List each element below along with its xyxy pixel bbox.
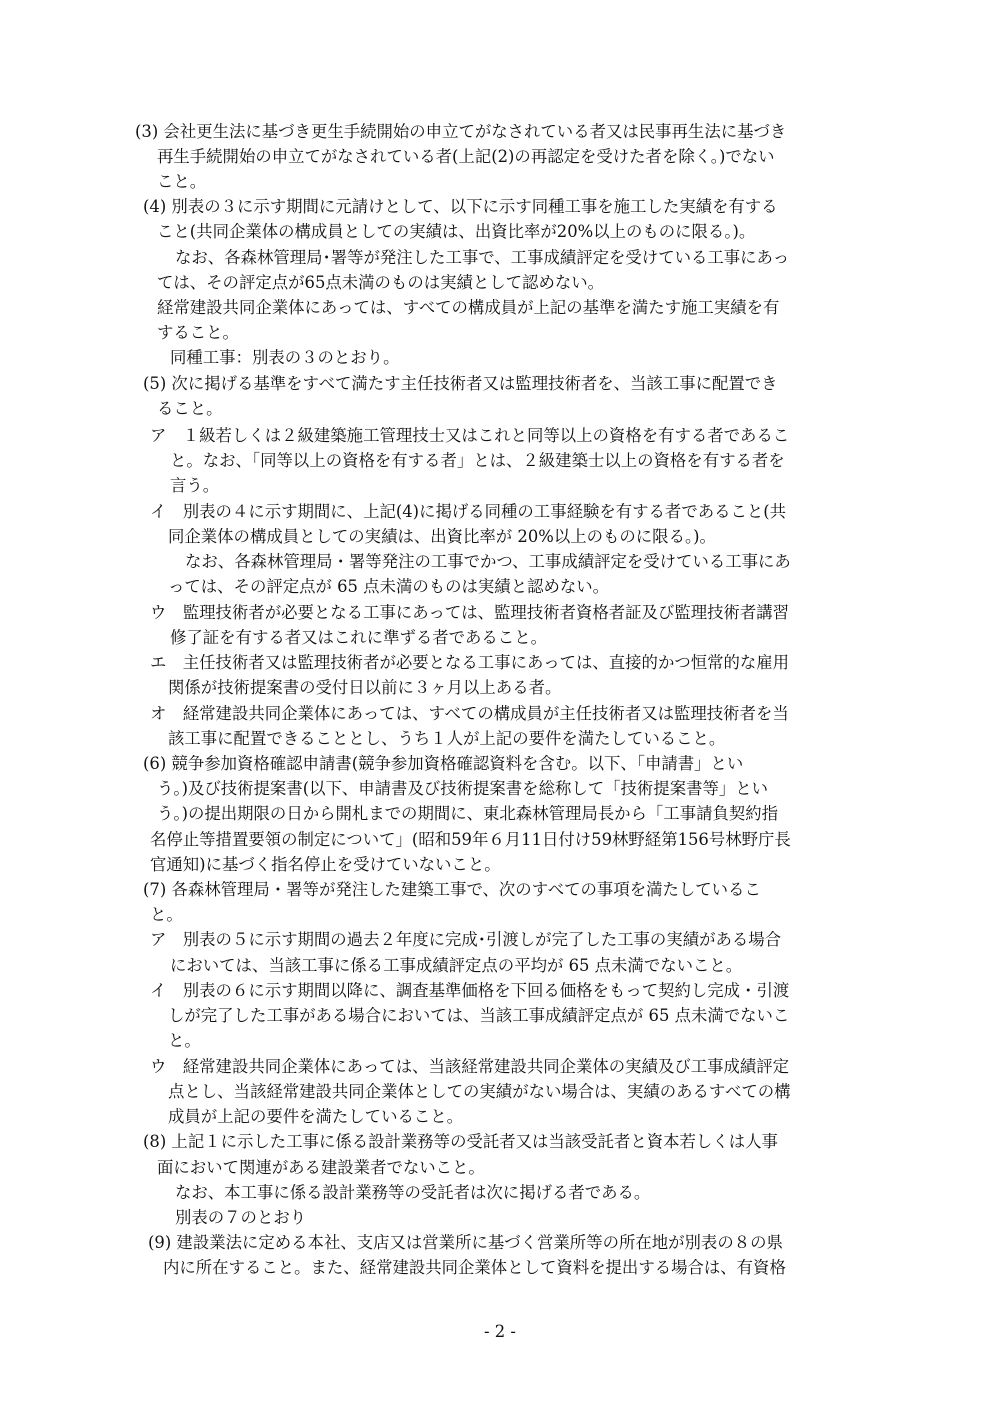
text-line: 点とし、当該経常建設共同企業体としての実績がない場合は、実績のあるすべての構 xyxy=(168,1082,791,1101)
text-line: エ 主任技術者又は監理技術者が必要となる工事にあっては、直接的かつ恒常的な雇用 xyxy=(150,653,790,672)
text-line: 経常建設共同企業体にあっては、すべての構成員が上記の基準を満たす施工実績を有 xyxy=(157,298,780,317)
text-line: 同種工事：別表の３のとおり。 xyxy=(170,348,400,367)
text-line: すること。 xyxy=(157,323,239,342)
text-line: ア 別表の５に示す期間の過去２年度に完成･引渡しが完了した工事の実績がある場合 xyxy=(150,930,782,949)
text-line: (8) 上記１に示した工事に係る設計業務等の受託者又は当該受託者と資本若しくは人事 xyxy=(143,1132,778,1151)
text-line: なお、本工事に係る設計業務等の受託者は次に掲げる者である。 xyxy=(175,1183,651,1202)
text-line: こと。 xyxy=(157,172,207,191)
text-line: (9) 建設業法に定める本社、支店又は営業所に基づく営業所等の所在地が別表の８の県 xyxy=(148,1233,783,1252)
text-line: (3) 会社更生法に基づき更生手続開始の申立てがなされている者又は民事再生法に基づき xyxy=(135,122,787,141)
text-line: ウ 監理技術者が必要となる工事にあっては、監理技術者資格者証及び監理技術者講習 xyxy=(150,603,790,622)
text-line: う。)の提出期限の日から開札までの期間に、東北森林管理局長から「工事請負契約指 xyxy=(157,804,779,823)
text-line: イ 別表の６に示す期間以降に、調査基準価格を下回る価格をもって契約し完成・引渡 xyxy=(150,981,790,1000)
text-line: なお、各森林管理局･署等が発注した工事で、工事成績評定を受けている工事にあっ xyxy=(175,248,790,267)
text-line: 内に所在すること。また、経常建設共同企業体として資料を提出する場合は、有資格 xyxy=(163,1258,786,1277)
text-line: 面において関連がある建設業者でないこと。 xyxy=(157,1158,485,1177)
text-line: 関係が技術提案書の受付日以前に３ヶ月以上ある者。 xyxy=(168,678,562,697)
text-line: 官通知)に基づく指名停止を受けていないこと。 xyxy=(150,855,501,874)
text-line: ア １級若しくは２級建築施工管理技士又はこれと同等以上の資格を有する者であるこ xyxy=(150,426,790,445)
text-line: と。 xyxy=(168,1031,201,1050)
text-line: 言う。 xyxy=(170,476,220,495)
text-line: 該工事に配置できることとし、うち１人が上記の要件を満たしていること。 xyxy=(168,729,726,748)
text-line: (6) 競争参加資格確認申請書(競争参加資格確認資料を含む。以下、「申請書」とい xyxy=(143,754,744,773)
page-number: - 2 - xyxy=(484,1322,516,1341)
text-line: ウ 経常建設共同企業体にあっては、当該経常建設共同企業体の実績及び工事成績評定 xyxy=(150,1057,790,1076)
text-line: (5) 次に掲げる基準をすべて満たす主任技術者又は監理技術者を、当該工事に配置でき xyxy=(143,374,778,393)
text-line: と。なお、「同等以上の資格を有する者」とは、２級建築士以上の資格を有する者を xyxy=(170,451,785,470)
text-line: 成員が上記の要件を満たしていること。 xyxy=(168,1107,464,1126)
text-line: (7) 各森林管理局・署等が発注した建築工事で、次のすべての事項を満たしているこ xyxy=(143,880,761,899)
text-line: においては、当該工事に係る工事成績評定点の平均が 65 点未満でないこと。 xyxy=(170,956,743,975)
text-line: オ 経常建設共同企業体にあっては、すべての構成員が主任技術者又は監理技術者を当 xyxy=(150,704,789,723)
text-line: ること。 xyxy=(157,399,223,418)
text-line: 別表の７のとおり xyxy=(175,1208,307,1227)
text-line: 名停止等措置要領の制定について」(昭和59年６月11日付け59林野経第156号林野庁長 xyxy=(150,830,791,849)
text-line: しが完了した工事がある場合においては、当該工事成績評定点が 65 点未満でないこ xyxy=(168,1006,790,1025)
text-line: なお、各森林管理局・署等発注の工事でかつ、工事成績評定を受けている工事にあ xyxy=(185,552,791,571)
text-line: こと(共同企業体の構成員としての実績は、出資比率が20%以上のものに限る。)。 xyxy=(157,222,756,241)
text-line: 再生手続開始の申立てがなされている者(上記(2)の再認定を受けた者を除く。)でない xyxy=(157,147,775,166)
text-line: っては、その評定点が 65 点未満のものは実績と認めない。 xyxy=(168,577,610,596)
text-line: う。)及び技術提案書(以下、申請書及び技術提案書を総称して「技術提案書等」とい xyxy=(157,779,769,798)
text-line: (4) 別表の３に示す期間に元請けとして、以下に示す同種工事を施工した実績を有する xyxy=(143,197,778,216)
text-line: イ 別表の４に示す期間に、上記(4)に掲げる同種の工事経験を有する者であること(共 xyxy=(150,502,787,521)
text-line: と。 xyxy=(150,905,183,924)
text-line: ては、その評定点が65点未満のものは実績として認めない。 xyxy=(157,273,605,292)
text-line: 修了証を有する者又はこれに準ずる者であること。 xyxy=(170,628,547,647)
text-line: 同企業体の構成員としての実績は、出資比率が 20%以上のものに限る。)。 xyxy=(168,527,716,546)
